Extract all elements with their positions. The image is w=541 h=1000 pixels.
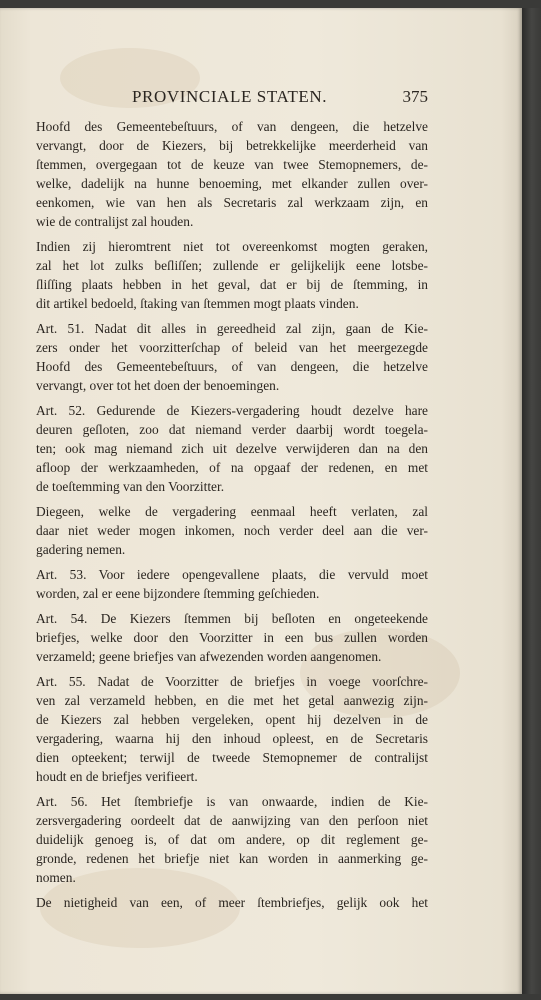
text-line: afloop der werkzaamheden, of na opgaaf der redenen, en met [36, 460, 428, 475]
paragraph [36, 792, 428, 887]
text-line: Art. 53. Voor iedere opengevallene plaats, die vervuld moet [36, 567, 428, 582]
text-line: Art. 56. Het ſtembriefje is van onwaarde, indien de Kie- [36, 794, 428, 809]
paragraph [36, 237, 428, 313]
text-line: Hoofd des Gemeentebeſtuurs, of van dengeen, die hetzelve [36, 119, 428, 134]
text-line: zal het lot zulks beſliſſen; zullende er gelijkelijk eene lotsbe- [36, 258, 428, 273]
text-line: briefjes, welke door den Voorzitter in een bus zullen worden [36, 630, 428, 645]
paragraph [36, 893, 428, 912]
text-line: dit artikel bedoeld, ſtaking van ſtemmen mogt plaats vinden. [36, 296, 359, 311]
text-line: gronde, redenen het briefje niet kan worden in aanmerking ge- [36, 851, 428, 866]
text-line: vervangt, door de Kiezers, bij betrekkelijke meerderheid van [36, 138, 428, 153]
text-line: ven zal verzameld hebben, en die met het getal aanwezig zijn- [36, 693, 428, 708]
page-header [36, 87, 428, 111]
text-line: vervangt, over tot het doen der benoemingen. [36, 378, 280, 393]
text-line: deuren geſloten, zoo dat niemand verder daarbij wordt toegela- [36, 422, 428, 437]
paragraph [36, 401, 428, 496]
text-line: zers onder het voorzitterſchap of beleid van het meergezegde [36, 340, 428, 355]
book-gutter [522, 8, 541, 994]
text-line: Art. 52. Gedurende de Kiezers-vergadering houdt dezelve hare [36, 403, 428, 418]
text-line: gadering nemen. [36, 542, 126, 557]
body-text [36, 117, 428, 912]
text-line: verzameld; geene briefjes van afwezenden worden aangenomen. [36, 649, 382, 664]
text-line: De nietigheid van een, of meer ſtembriefjes, gelijk ook het [36, 895, 428, 910]
page-number: 375 [402, 87, 428, 106]
text-line: nomen. [36, 870, 76, 885]
text-line: Art. 51. Nadat dit alles in gereedheid zal zijn, gaan de Kie- [36, 321, 428, 336]
paragraph [36, 565, 428, 603]
paragraph [36, 502, 428, 559]
text-line: eenkomen, wie van hen als Secretaris zal werkzaam zijn, en [36, 195, 428, 210]
text-line: Indien zij hieromtrent niet tot overeenkomst mogten geraken, [36, 239, 428, 254]
text-line: dien opteekent; terwijl de tweede Stemopnemer de contralijst [36, 750, 428, 765]
paragraph [36, 609, 428, 666]
text-line: welke, dadelijk na hunne benoeming, met elkander zullen over- [36, 176, 428, 191]
text-line: de toeſtemming van den Voorzitter. [36, 479, 225, 494]
paragraph [36, 319, 428, 395]
text-line: Diegeen, welke de vergadering eenmaal heeft verlaten, zal [36, 504, 428, 519]
paragraph [36, 117, 428, 231]
text-line: ten; ook mag niemand zich uit dezelve verwijderen dan na den [36, 441, 428, 456]
text-line: Art. 54. De Kiezers ſtemmen bij beſloten en ongeteekende [36, 611, 428, 626]
text-line: worden, zal er eene bijzondere ſtemming geſchieden. [36, 586, 320, 601]
text-line: ſtemmen, overgegaan tot de keuze van twee Stemopnemers, de- [36, 157, 428, 172]
text-line: ſliſſing plaats hebben in het geval, dat er bij de ſtemming, in [36, 277, 428, 292]
text-line: Hoofd des Gemeentebeſtuurs, of van dengeen, die hetzelve [36, 359, 428, 374]
running-head: PROVINCIALE STATEN. [132, 87, 328, 106]
text-line: zersvergadering oordeelt dat de aanwijzing van den perſoon niet [36, 813, 428, 828]
text-line: de Kiezers zal hebben vergeleken, opent hij dezelven in de [36, 712, 428, 727]
text-line: daar niet weder mogen inkomen, noch verder deel aan die ver- [36, 523, 428, 538]
text-line: wie de contralijst zal houden. [36, 214, 194, 229]
text-line: Art. 55. Nadat de Voorzitter de briefjes in voege voorſchre- [36, 674, 428, 689]
text-line: houdt en de briefjes verifieert. [36, 769, 198, 784]
text-line: duidelijk genoeg is, of dat om andere, op dit reglement ge- [36, 832, 428, 847]
text-line: vergadering, waarna hij den inhoud opleest, en de Secretaris [36, 731, 428, 746]
paragraph [36, 672, 428, 786]
